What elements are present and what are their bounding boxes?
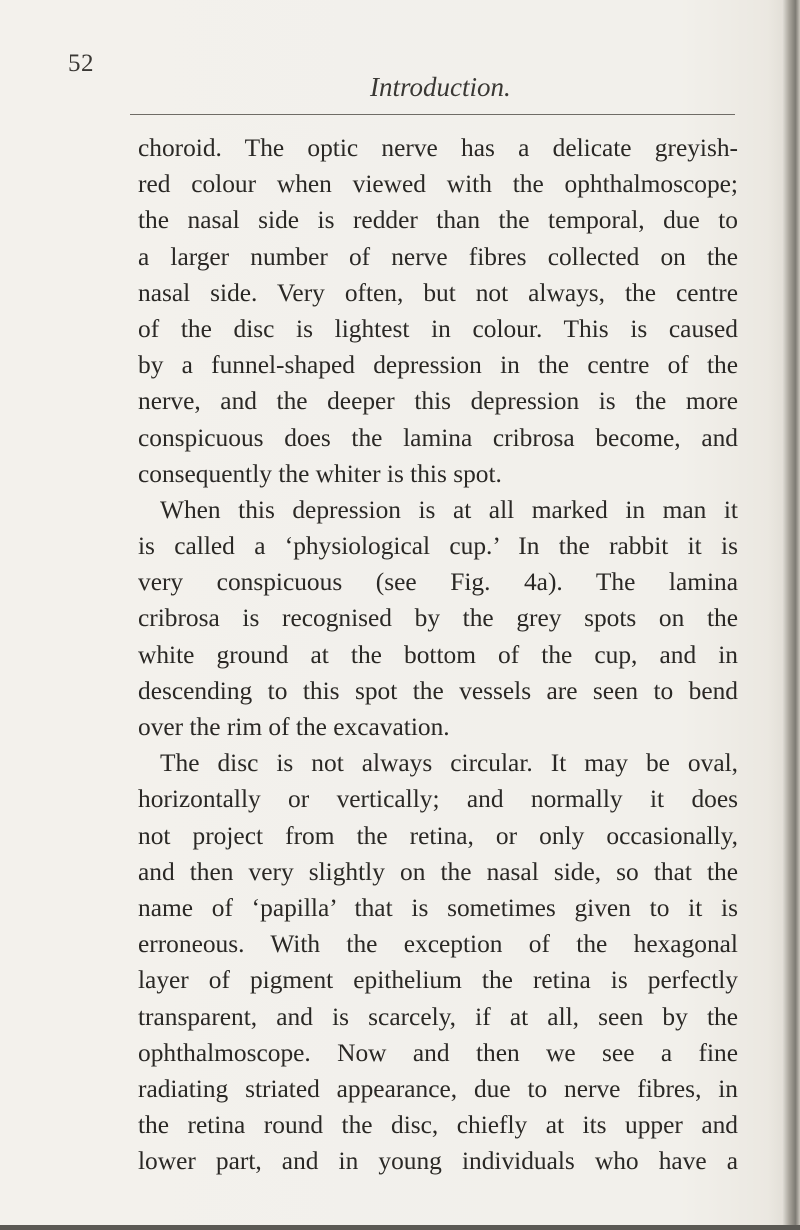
header-rule	[130, 114, 735, 115]
text-line: not project from the retina, or only occasionally,	[138, 821, 738, 850]
text-line: of the disc is lightest in colour. This is caused	[138, 314, 738, 343]
running-head: Introduction.	[370, 72, 511, 102]
text-line: lower part, and in young individuals who have a	[138, 1147, 738, 1176]
text-line: name of ‘papilla’ that is sometimes given to it is	[138, 893, 738, 922]
text-line: cribrosa is recognised by the grey spots on the	[138, 604, 738, 633]
text-line: layer of pigment epithelium the retina is perfectly	[138, 966, 738, 995]
text-line: When this depression is at all marked in man it	[160, 495, 738, 524]
text-line: by a funnel-shaped depression in the centre of the	[138, 351, 738, 380]
page-number: 52	[68, 50, 94, 77]
text-line: descending to this spot the vessels are seen to bend	[138, 676, 738, 705]
text-line: transparent, and is scarcely, if at all, seen by the	[138, 1002, 738, 1031]
text-line: conspicuous does the lamina cribrosa become, and	[138, 423, 738, 452]
text-line: ophthalmoscope. Now and then we see a fine	[138, 1038, 738, 1067]
text-line: consequently the whiter is this spot.	[138, 459, 502, 488]
text-line: nerve, and the deeper this depression is the more	[138, 387, 738, 416]
text-line: a larger number of nerve fibres collected on the	[138, 242, 738, 271]
text-line: nasal side. Very often, but not always, the centre	[138, 278, 738, 307]
text-line: red colour when viewed with the ophthalmoscope;	[138, 170, 738, 199]
text-line: is called a ‘physiological cup.’ In the rabbit it is	[138, 532, 738, 561]
text-line: choroid. The optic nerve has a delicate greyish-	[138, 134, 738, 162]
text-line: and then very slightly on the nasal side, so that the	[138, 857, 738, 886]
text-line: very conspicuous (see Fig. 4a). The lamina	[138, 568, 738, 597]
text-line: horizontally or vertically; and normally it does	[138, 785, 738, 814]
body-text	[138, 130, 738, 1179]
bottom-edge-rule	[0, 1225, 800, 1230]
text-line: white ground at the bottom of the cup, and in	[138, 640, 738, 669]
text-line: the nasal side is redder than the temporal, due to	[138, 206, 738, 235]
text-line: erroneous. With the exception of the hexagonal	[138, 930, 738, 959]
text-line: radiating striated appearance, due to nerve fibres, in	[138, 1074, 738, 1103]
text-line: The disc is not always circular. It may be oval,	[160, 749, 738, 778]
page-binding-edge	[782, 0, 800, 1230]
text-line: the retina round the disc, chiefly at its upper and	[138, 1111, 738, 1140]
text-line: over the rim of the excavation.	[138, 713, 450, 741]
